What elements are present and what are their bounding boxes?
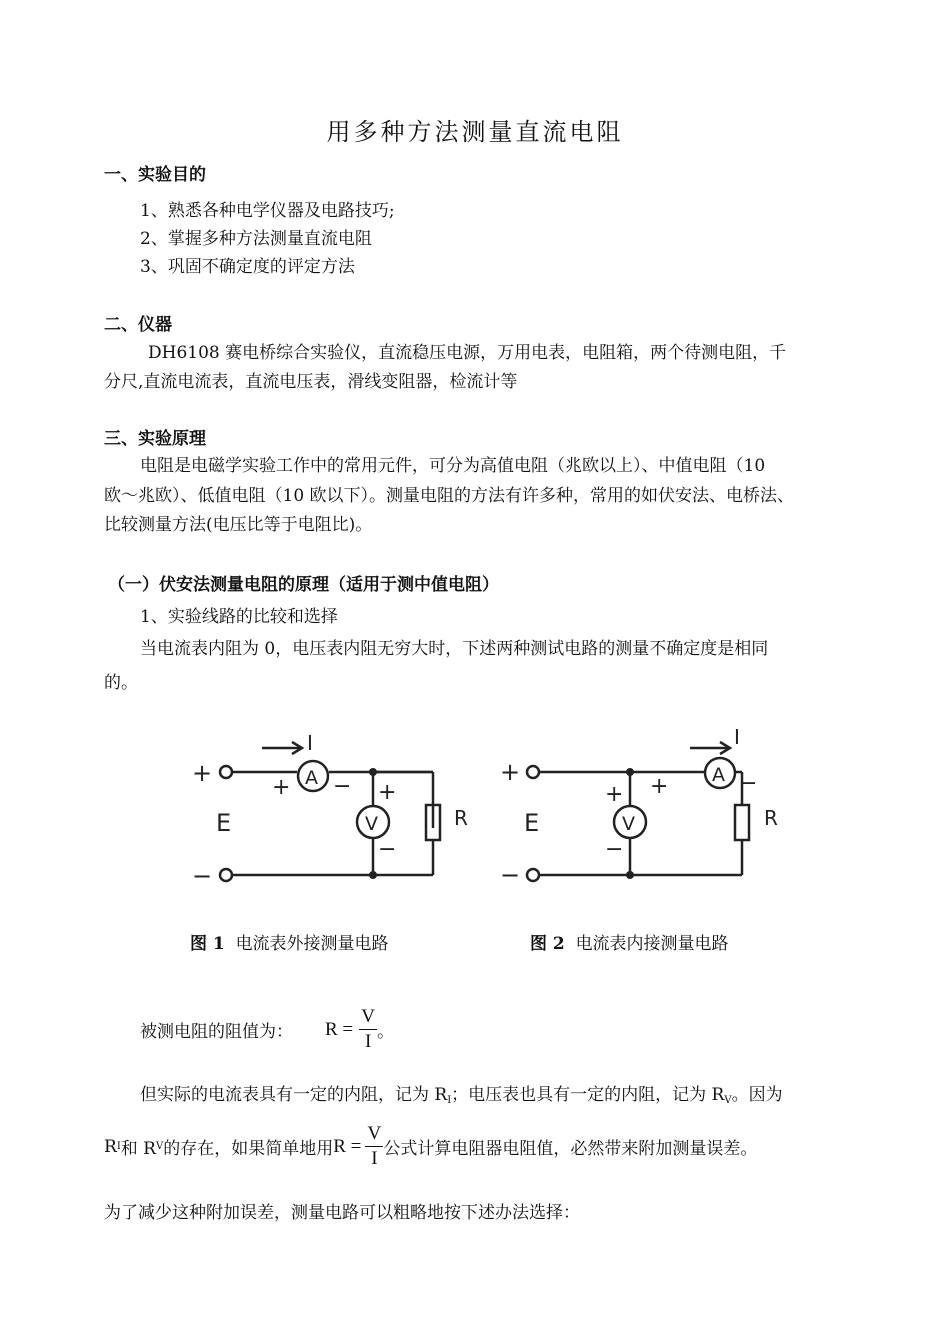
figure-1-title: 电流表外接测量电路 [235,934,389,954]
label-R-2: R [764,806,778,830]
label-V-2: V [622,813,635,835]
label-plus-2: + [500,758,521,786]
fraction-denominator: I [364,1031,372,1052]
figure-2-number: 图 2 [530,934,565,954]
label-ammeter-minus-1: − [333,774,352,799]
terminal-negative-2 [527,869,539,881]
label-E-1: E [216,809,232,837]
terminal-negative [220,869,232,881]
formula-line-1 [140,1007,394,1052]
section-heading-principle: 三、实验原理 [104,429,206,449]
circuit-figure-2 [527,742,749,881]
label-volt-plus-2: + [605,782,624,807]
terminal-positive-2 [527,766,539,778]
label-ammeter-plus-2: + [650,774,669,799]
section-heading-instruments: 二、仪器 [104,315,172,335]
label-minus-1: − [192,862,213,890]
label-volt-plus-1: + [378,780,397,805]
internal-resistance-line-2: R I 和 R V 的存在，如果简单地用 R = V I 公式计算电阻器电阻值，必然带来附加测量误差。 [104,1123,758,1169]
label-ammeter-plus-1: + [272,775,291,800]
formula-prefix: 被测电阻的阻值为： [140,1022,293,1042]
figure-2-caption [530,929,729,954]
internal-resistance-line-1: 但实际的电流表具有一定的内阻，记为 $R_I$；电压表也具有一定的内阻，记为 $R_V$。因为 [140,1085,783,1106]
fraction-numerator: V [361,1006,375,1027]
terminal-positive [220,766,232,778]
label-I-2: I [734,725,740,749]
section-heading-purpose: 一、实验目的 [104,165,206,185]
resistor-icon-2 [735,805,749,840]
label-minus-2: − [500,861,521,889]
label-plus-1: + [192,759,213,787]
voltammetry-para-line-2: 的。 [104,673,138,693]
purpose-item-2: 2、掌握多种方法测量直流电阻 [140,229,372,249]
label-A-2: A [712,764,725,786]
label-E-2: E [524,809,540,837]
label-A-1: A [305,767,318,789]
principle-line-1: 电阻是电磁学实验工作中的常用元件，可分为高值电阻（兆欧以上）、中值电阻（10 [140,456,766,476]
purpose-item-1: 1、熟悉各种电学仪器及电路技巧; [140,201,395,221]
purpose-item-3: 3、巩固不确定度的评定方法 [140,257,355,277]
voltammetry-para-line-1: 当电流表内阻为 0，电压表内阻无穷大时，下述两种测试电路的测量不确定度是相同 [140,639,769,659]
subsection-item-1: 1、实验线路的比较和选择 [140,607,338,627]
fraction-V-over-I-2: V I [365,1124,383,1169]
instruments-line-2: 分尺,直流电流表，直流电压表，滑线变阻器，检流计等 [104,372,518,392]
label-R-1: R [454,806,468,830]
figure-1-caption [190,929,389,954]
label-volt-minus-2: − [605,837,624,862]
principle-line-2: 欧～兆欧）、低值电阻（10 欧以下）。测量电阻的方法有许多种，常用的如伏安法、电桥法、 [104,486,795,506]
principle-line-3: 比较测量方法(电压比等于电阻比)。 [104,515,373,535]
circuit-diagrams [180,720,800,905]
figure-1-number: 图 1 [190,934,225,954]
page-title: 用多种方法测量直流电阻 [326,118,624,146]
instruments-line-1: DH6108 赛电桥综合实验仪，直流稳压电源，万用电表，电阻箱，两个待测电阻，千 [148,343,787,363]
formula-suffix: 。 [377,1022,395,1042]
internal-resistance-line-3: 为了减少这种附加误差，测量电路可以粗略地按下述办法选择： [104,1203,580,1223]
label-ammeter-minus-2: − [739,771,758,796]
circuit-figure-1 [220,742,440,881]
fraction-V-over-I [359,1007,377,1052]
label-I-1: I [307,731,313,755]
formula-lhs-2: R = [333,1135,362,1157]
label-V-1: V [365,813,378,835]
formula-lhs: R = [325,1018,354,1040]
label-volt-minus-1: − [378,837,397,862]
subsection-heading-voltammetry: （一）伏安法测量电阻的原理（适用于测中值电阻） [108,575,499,595]
figure-2-title: 电流表内接测量电路 [575,934,729,954]
